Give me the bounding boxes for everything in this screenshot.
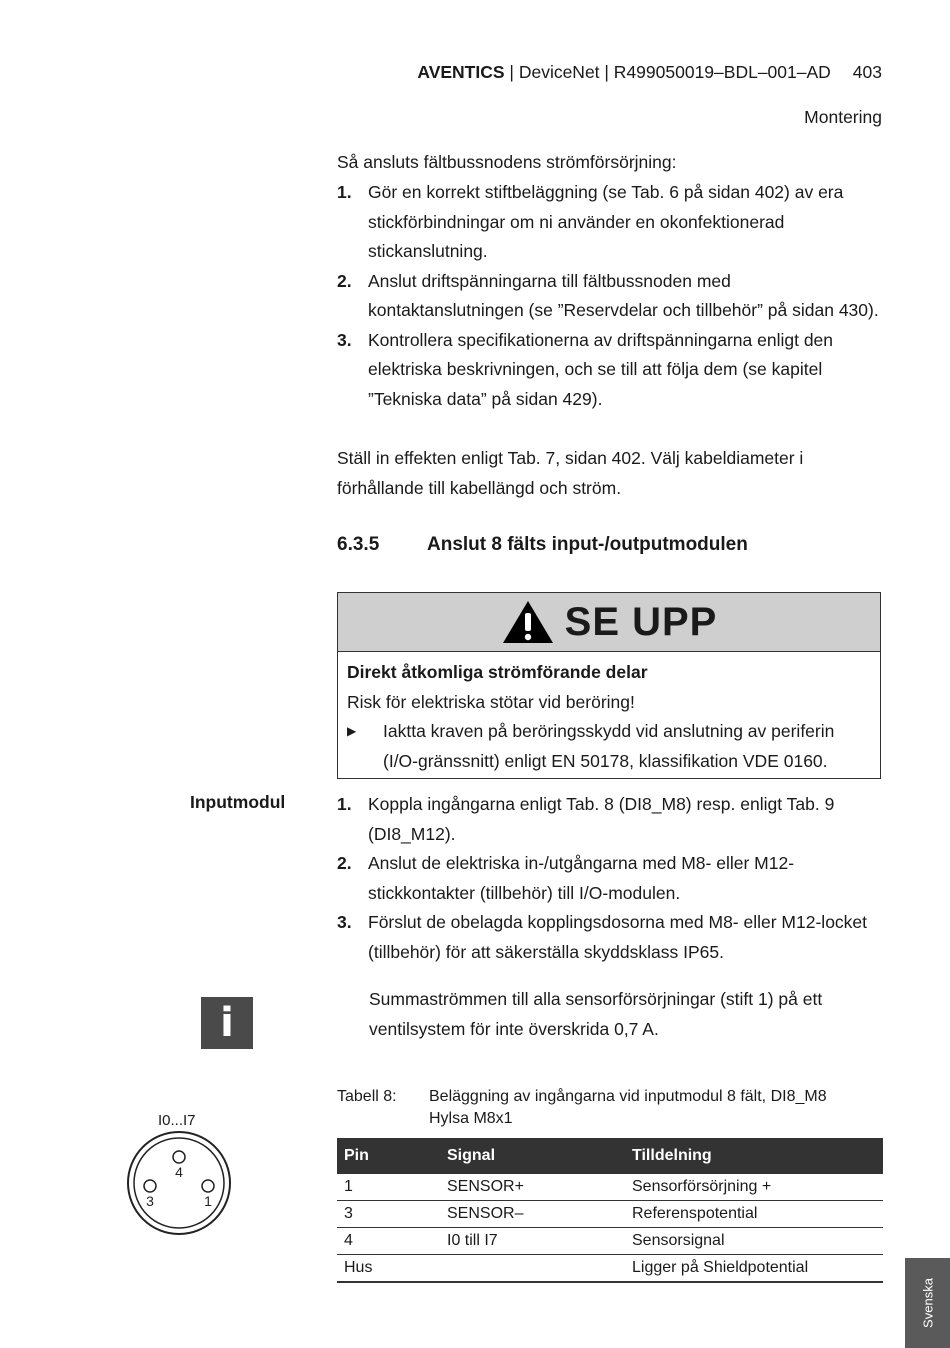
connector-pin-diagram (126, 1130, 232, 1236)
language-label: Svenska (920, 1278, 935, 1328)
column-header: Tilldelning (625, 1138, 883, 1174)
table-header-row (337, 1138, 883, 1174)
table-row (337, 1255, 883, 1283)
list-text: Koppla ingångarna enligt Tab. 8 (DI8_M8) resp. enligt Tab. 9 (DI8_M12). (368, 794, 835, 844)
list-number: 1. (337, 182, 352, 202)
table-cell: SENSOR– (440, 1201, 625, 1228)
table-cell: 1 (337, 1174, 440, 1201)
list-number: 1. (337, 794, 352, 814)
table-caption (337, 1086, 883, 1132)
warning-line: Risk för elektriska stötar vid beröring! (347, 691, 635, 712)
table-row (337, 1228, 883, 1255)
page-number: 403 (852, 62, 882, 82)
list-text: Anslut driftspänningarna till fältbussnoden med kontaktanslutningen (se ”Reservdelar och tillbehör” på sidan 430). (368, 270, 879, 320)
warning-bullet-text: Iaktta kraven på beröringsskydd vid anslutning av periferin (I/O-gränssnitt) enligt EN 50178, klassifikation VDE 0160. (383, 721, 835, 771)
input-module-label: Inputmodul (190, 792, 286, 812)
list-item (337, 326, 882, 415)
list-number: 2. (337, 853, 352, 873)
list-item (337, 908, 882, 967)
table-cell: 4 (337, 1228, 440, 1255)
pin-3-marker (144, 1180, 156, 1192)
list-number: 3. (337, 329, 352, 350)
triangle-bullet-icon: ▶ (347, 724, 357, 738)
table-caption-label: Tabell 8: (337, 1088, 397, 1105)
list-item (337, 849, 882, 908)
table-cell: Sensorförsörjning + (625, 1174, 883, 1201)
column-header: Signal (440, 1138, 625, 1174)
warning-content (338, 652, 880, 782)
language-tab (905, 1258, 950, 1348)
header-brand: AVENTICS (417, 62, 505, 82)
table-caption-line: Hylsa M8x1 (429, 1110, 513, 1127)
pin-diagram-label: I0...I7 (158, 1112, 196, 1129)
warning-triangle-icon (501, 599, 555, 645)
column-header: Pin (337, 1138, 440, 1174)
pin-table (337, 1138, 883, 1283)
heading-title: Anslut 8 fälts input-/outputmodulen (427, 534, 748, 555)
table-cell: 3 (337, 1201, 440, 1228)
table-row (337, 1174, 883, 1201)
table-cell: I0 till I7 (440, 1228, 625, 1255)
section-name: Montering (804, 107, 882, 127)
info-note: Summaströmmen till alla sensorförsörjningar (stift 1) på ett ventilsystem för inte överskrida 0,7 A. (369, 989, 823, 1039)
intro-text: Så ansluts fältbussnodens strömförsörjning: (337, 152, 677, 172)
table-caption-line: Beläggning av ingångarna vid inputmodul 8 fält, DI8_M8 (429, 1088, 827, 1105)
table-cell: Referenspotential (625, 1201, 883, 1228)
heading-number: 6.3.5 (337, 534, 380, 555)
power-steps-list (337, 178, 882, 414)
list-item (337, 790, 882, 849)
list-text: Förslut de obelagda kopplingsdosorna med M8- eller M12-locket (tillbehör) för att säkerställa skyddsklass IP65. (368, 912, 868, 962)
pin-label: 1 (204, 1193, 212, 1209)
list-text: Kontrollera specifikationerna av driftspänningarna enligt den elektriska beskrivningen, och se till att följa dem (se kapitel ”Tekniska data” på sidan 429). (368, 329, 834, 409)
pin-4-marker (173, 1151, 185, 1163)
warning-bold-line: Direkt åtkomliga strömförande delar (347, 662, 648, 682)
pin-label: 3 (146, 1193, 154, 1209)
list-number: 3. (337, 912, 352, 932)
section-heading (337, 534, 748, 556)
input-steps-list (337, 790, 882, 967)
warning-header (338, 593, 880, 652)
pin-label: 4 (175, 1164, 183, 1180)
list-number: 2. (337, 270, 352, 291)
warning-bullet (347, 717, 871, 776)
table-cell: Hus (337, 1255, 440, 1283)
info-icon: i (201, 997, 253, 1049)
effect-text: Ställ in effekten enligt Tab. 7, sidan 402. Välj kabeldiameter i förhållande till kabellängd och ström. (337, 448, 804, 498)
header-doc-id: | DeviceNet | R499050019–BDL–001–AD (504, 62, 831, 82)
table-caption-text (429, 1086, 889, 1130)
list-item (337, 178, 882, 267)
list-text: Gör en korrekt stiftbeläggning (se Tab. 6 på sidan 402) av era stickförbindningar om ni använder en okonfektionerad stickanslutning. (368, 182, 844, 261)
list-item (337, 267, 882, 326)
list-text: Anslut de elektriska in-/utgångarna med M8- eller M12-stickkontakter (tillbehör) till I/O-modulen. (368, 853, 795, 903)
table-cell: SENSOR+ (440, 1174, 625, 1201)
running-header (417, 62, 882, 83)
table-row (337, 1201, 883, 1228)
table-cell (440, 1255, 625, 1283)
table-cell: Ligger på Shieldpotential (625, 1255, 883, 1283)
table-cell: Sensorsignal (625, 1228, 883, 1255)
warning-title: SE UPP (564, 599, 718, 644)
warning-box (337, 592, 881, 779)
pin-1-marker (202, 1180, 214, 1192)
